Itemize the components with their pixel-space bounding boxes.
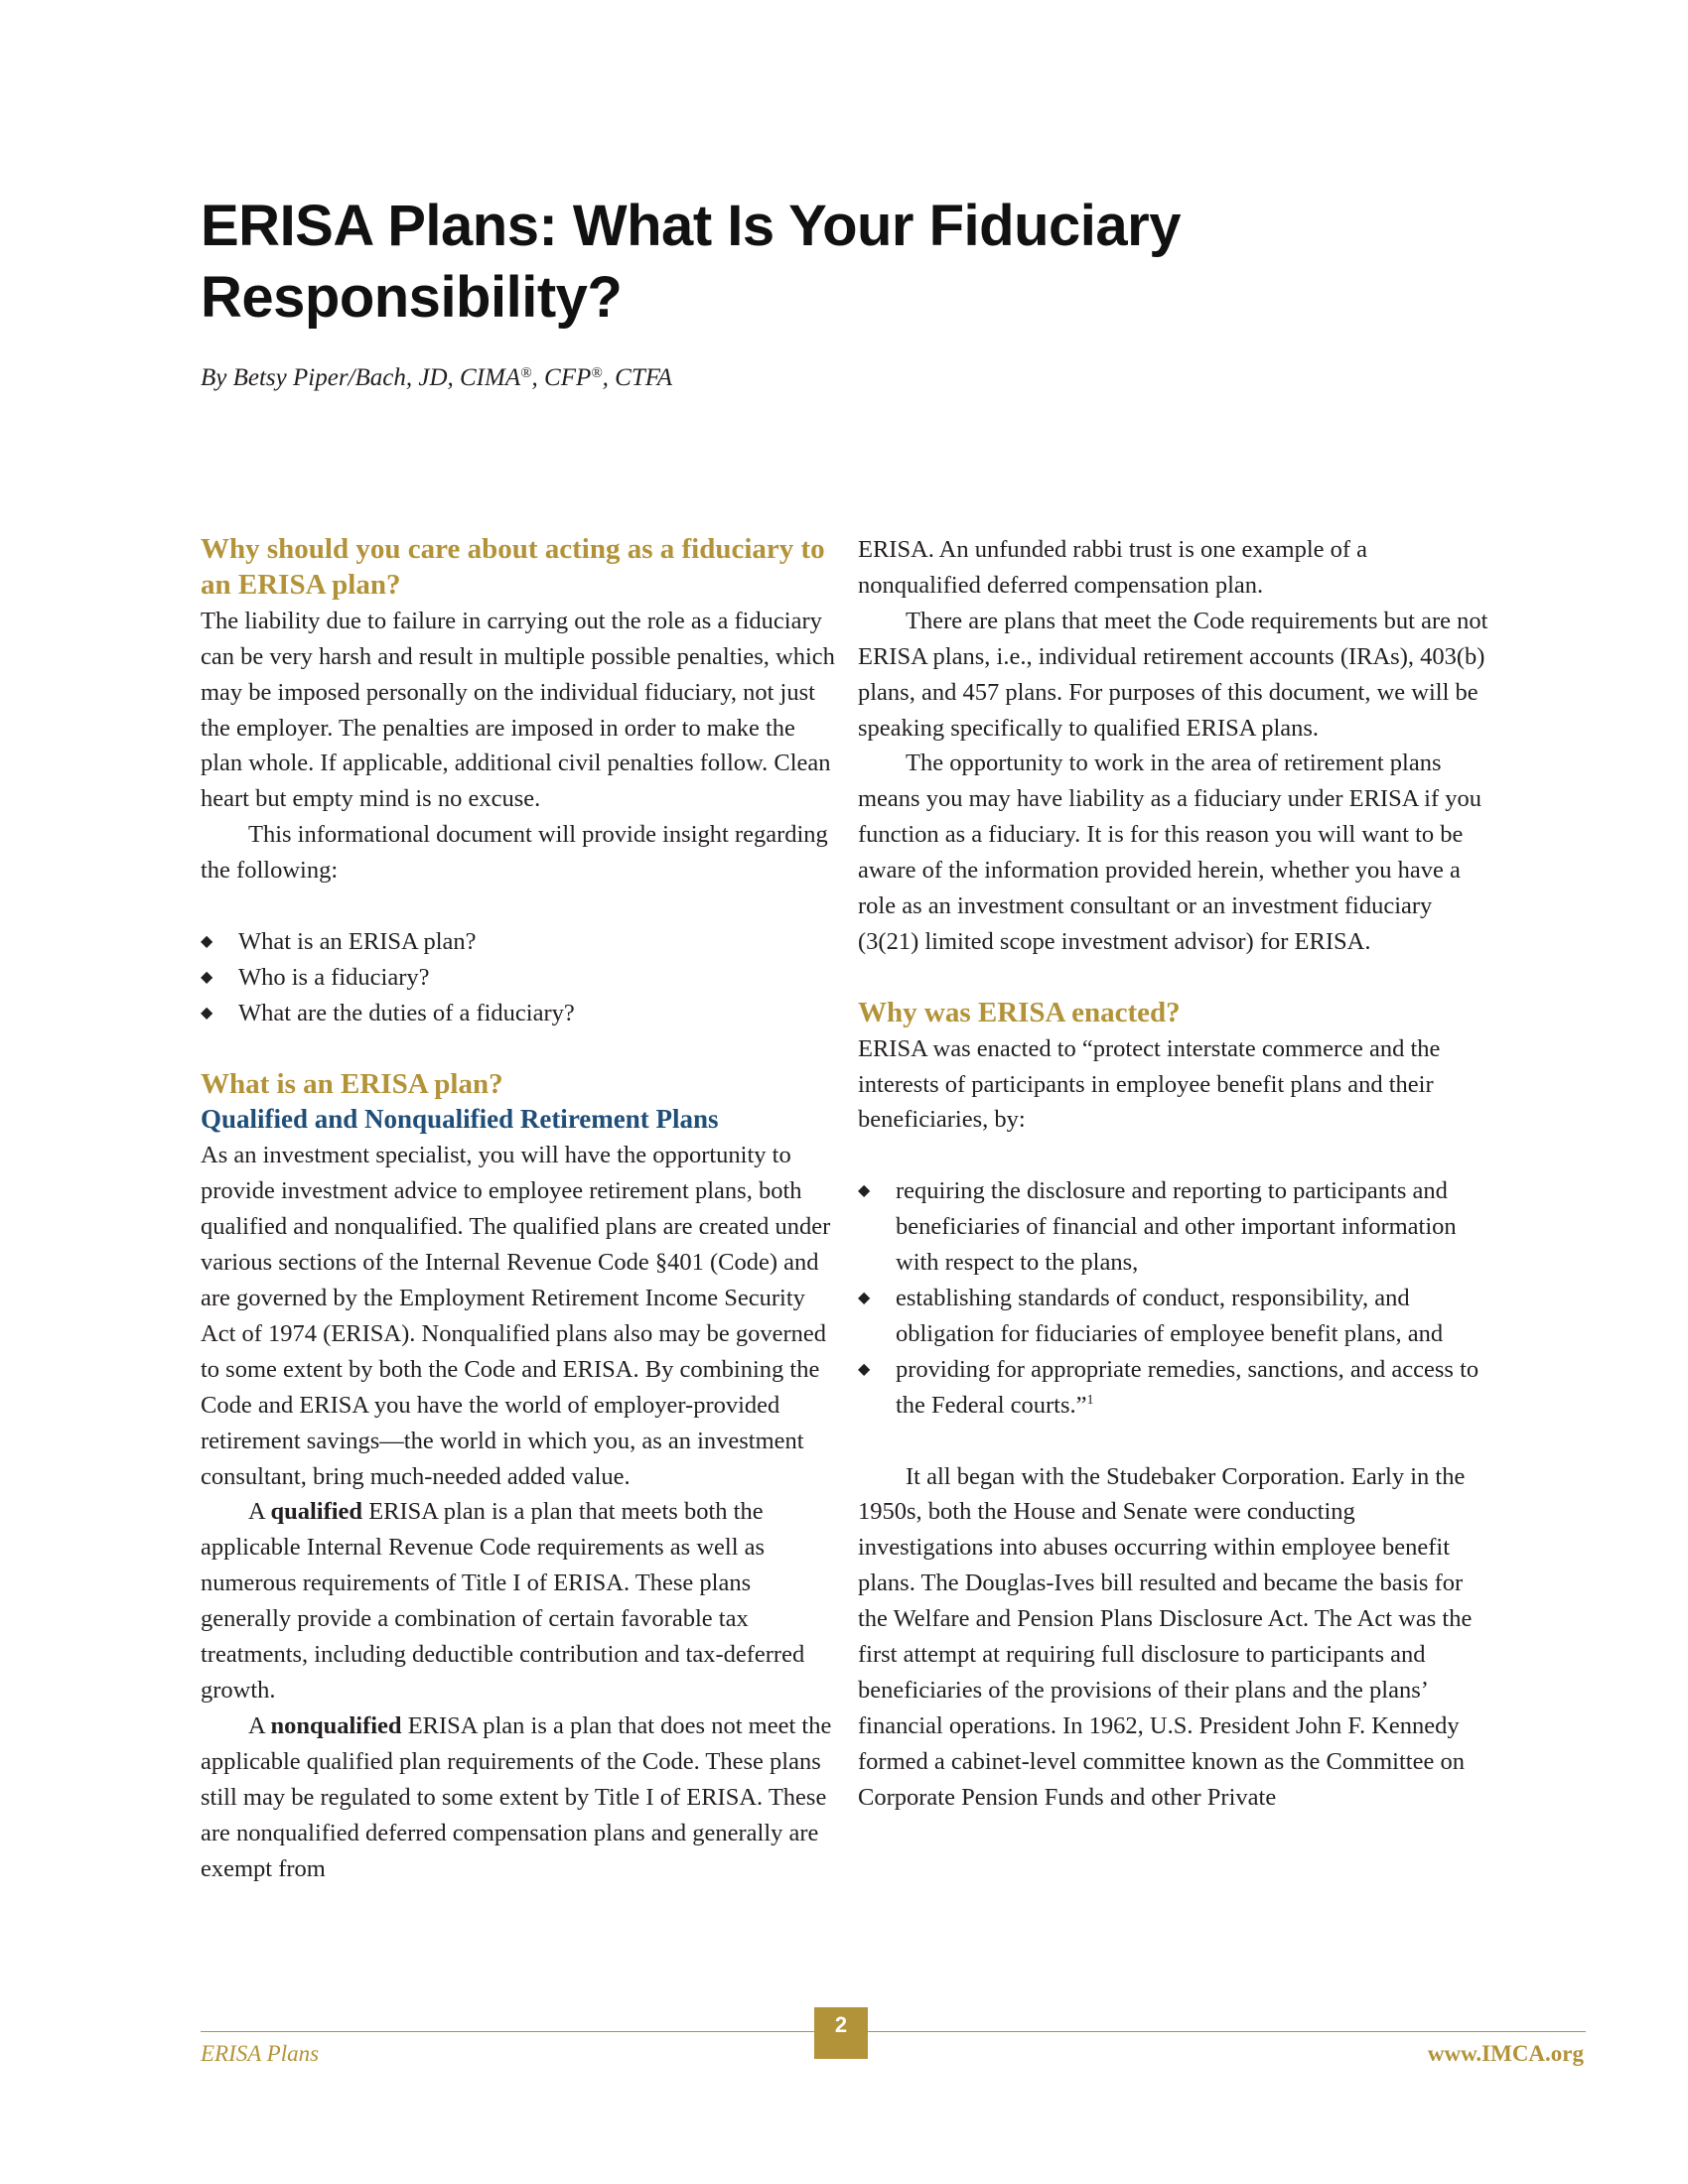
registered-mark: ® <box>520 365 532 381</box>
paragraph-insight: This informational document will provide insight regarding the following: <box>201 821 828 885</box>
footnote-ref[interactable]: 1 <box>1086 1392 1094 1408</box>
list-item: ◆ What is an ERISA plan? <box>201 924 836 960</box>
subheading-qualified-plans: Qualified and Nonqualified Retirement Plans <box>201 1104 719 1135</box>
list-item: ◆ providing for appropriate remedies, sanctions, and access to the Federal courts.”$^1$ <box>858 1352 1493 1424</box>
paragraph-studebaker: It all began with the Studebaker Corporation. Early in the 1950s, both the House and Senate were conducting investigations into abuses occurring within employee benefit plans. The Douglas-Ives bill resulted and became the basis for the Welfare and Pension Plans Disclosure Act. The Act was the first attempt at requiring full disclosure to participants and beneficiaries of the provisions of their plans and the plans’ financial operations. In 1962, U.S. President John F. Kennedy formed a cabinet-level committee known as the Committee on Corporate Pension Funds and other Private <box>858 1462 1473 1811</box>
paragraph-specialist: As an investment specialist, you will have the opportunity to provide investment advice to employee retirement plans, both qualified and nonqualified. The qualified plans are created under various sections of the Internal Revenue Code §401 (Code) and are governed by the Employment Retirement Income Security Act of 1974 (ERISA). Nonqualified plans also may be governed to some extent by both the Code and ERISA. By combining the Code and ERISA you have the world of employer-provided retirement savings—the world in which you, as an investment consultant, bring much-needed added value. <box>201 1142 831 1490</box>
heading-why-enacted: Why was ERISA enacted? <box>858 996 1181 1028</box>
byline-mid: , CFP <box>531 364 592 391</box>
byline-prefix: By Betsy Piper/Bach, JD, CIMA <box>201 364 521 391</box>
bullet-icon: ◆ <box>201 968 213 986</box>
term-qualified: qualified <box>270 1498 363 1526</box>
paragraph-nonqualified: A nonqualified ERISA plan is a plan that does not meet the applicable qualified plan requirements of the Code. These plans still may be regulated to some extent by Title I of ERISA. These are nonqualified deferred compensation plans and generally are exempt from <box>201 1711 832 1882</box>
paragraph-continued: ERISA. An unfunded rabbi trust is one example of a nonqualified deferred compensation plan. <box>858 536 1368 599</box>
bullet-icon: ◆ <box>858 1182 871 1200</box>
byline <box>201 362 672 394</box>
byline-suffix: , CTFA <box>602 364 673 391</box>
paragraph-liability: The liability due to failure in carrying out the role as a fiduciary can be very harsh and result in multiple possible penalties, which may be imposed personally on the individual fiduciary, not just the employer. The penalties are imposed in order to make the plan whole. If applicable, additional civil penalties follow. Clean heart but empty mind is no excuse. <box>201 607 835 813</box>
left-column <box>201 532 836 1886</box>
registered-mark: ® <box>591 365 603 381</box>
enacted-list <box>858 1173 1493 1423</box>
paragraph-qualified: A qualified ERISA plan is a plan that meets both the applicable Internal Revenue Code requirements as well as numerous requirements of Title I of ERISA. These plans generally provide a combination of certain favorable tax treatments, including deductible contribution and tax-deferred growth. <box>201 1498 805 1704</box>
list-item: ◆ establishing standards of conduct, responsibility, and obligation for fiduciaries of employee benefit plans, and <box>858 1281 1493 1352</box>
list-item: ◆ requiring the disclosure and reporting to participants and beneficiaries of financial and other important information with respect to the plans, <box>858 1173 1493 1281</box>
list-item: ◆ What are the duties of a fiduciary? <box>201 996 836 1031</box>
term-nonqualified: nonqualified <box>270 1711 402 1739</box>
paragraph-opportunity: The opportunity to work in the area of retirement plans means you may have liability as a fiduciary under ERISA if you function as a fiduciary. It is for this reason you will want to be aware of the information provided herein, whether you have a role as an investment consultant or an investment fiduciary (3(21) limited scope investment advisor) for ERISA. <box>858 750 1482 955</box>
bullet-icon: ◆ <box>858 1360 871 1378</box>
insight-list <box>201 924 836 1031</box>
heading-what-is-erisa: What is an ERISA plan? <box>201 1067 503 1100</box>
bullet-icon: ◆ <box>201 1004 213 1022</box>
footer-divider <box>201 2031 1586 2032</box>
footer-website-link[interactable]: www.IMCA.org <box>1427 2041 1584 2066</box>
footer-publication: ERISA Plans <box>201 2041 320 2066</box>
page-number: 2 <box>814 2007 868 2059</box>
bullet-icon: ◆ <box>201 932 213 950</box>
heading-why-care: Why should you care about acting as a fiduciary to an ERISA plan? <box>201 533 825 601</box>
page-title: ERISA Plans: What Is Your Fiduciary Responsibility? <box>201 194 1181 330</box>
paragraph-code-plans: There are plans that meet the Code requirements but are not ERISA plans, i.e., individual retirement accounts (IRAs), 403(b) plans, and 457 plans. For purposes of this document, we will be speaking specifically to qualified ERISA plans. <box>858 607 1488 742</box>
bullet-icon: ◆ <box>858 1290 871 1306</box>
paragraph-enacted: ERISA was enacted to “protect interstate commerce and the interests of participants in employee benefit plans and their beneficiaries, by: <box>858 1034 1441 1134</box>
list-item: ◆ Who is a fiduciary? <box>201 960 836 996</box>
right-column <box>858 532 1493 1816</box>
